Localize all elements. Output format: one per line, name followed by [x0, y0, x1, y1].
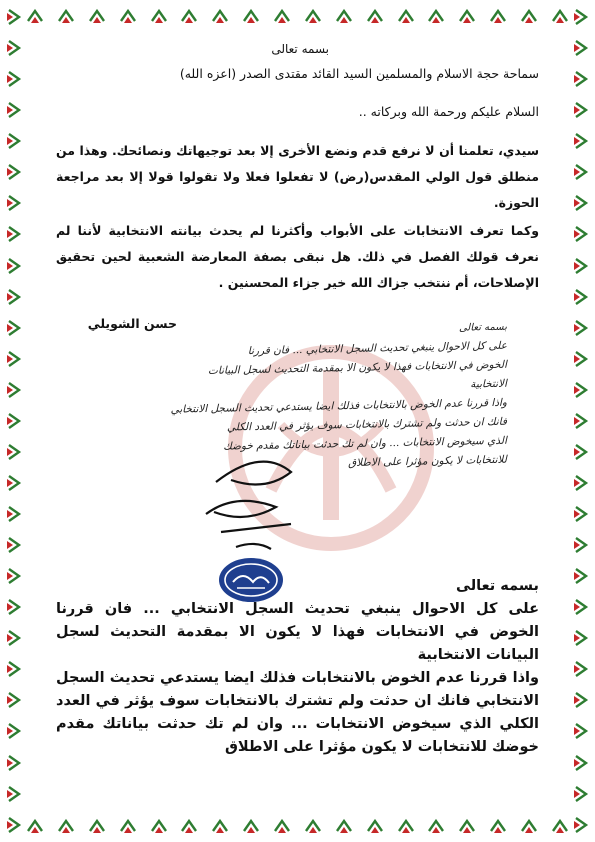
top-border-ornament	[26, 6, 569, 26]
left-border-ornament	[3, 8, 25, 834]
handwritten-line: الذي سيخوض الانتخابات ... وان لم تك حدثت بياناتك مقدم خوضك	[223, 434, 508, 453]
transcription-block	[56, 575, 539, 759]
handwritten-line: واذا قررنا عدم الخوض بالانتخابات فذلك ايضا يستدعي تحديث السجل الانتخابي	[170, 396, 508, 416]
transcription-heading: بسمه تعالى	[456, 578, 539, 594]
right-border-ornament	[570, 8, 592, 834]
handwritten-line: الخوض في الانتخابات فهذا لا يكون الا بمقدمة التحديث لسجل البيانات	[207, 358, 508, 377]
handwritten-line: بسمه تعالى	[458, 321, 508, 334]
letter-page	[36, 30, 559, 812]
handwritten-line: على كل الاحوال ينبغي تحديث السجل الانتخابي ... فان قررنا	[247, 339, 508, 358]
handwritten-line: الانتخابية	[470, 377, 508, 391]
transcription-body-2: واذا قررنا عدم الخوض بالانتخابات فذلك ايضا يستدعي تحديث السجل الانتخابي فانك ان حدثت ولم تشترك بالانتخابات سوف يؤثر في العدد الكلي الذي سيخوض الانتخابات ... وان لم تك حدثت بياناتك مقدم خوضك للانتخابات لا يكون مؤثرا على الاطلاق	[56, 670, 539, 755]
letter-paragraph-2: وكما تعرف الانتخابات على الأبواب وأكثرنا لم يحدث بيانته الانتخابية لأننا لم نعرف قولك الفصل في ذلك. هل نبقى بصفة المعارضة الشعبية لحين تحقيق الإصلاحات، أم ننتخب جزاك الله خير جزاء المحسنين .	[56, 223, 539, 290]
letter-sender: حسن الشويلي	[87, 316, 177, 331]
bottom-border-ornament	[26, 816, 569, 836]
letter-bismillah: بسمه تعالى	[271, 42, 329, 56]
letter-greeting: السلام عليكم ورحمة الله وبركاته ..	[358, 104, 539, 119]
handwritten-line: للانتخابات لا يكون مؤثرا على الاطلاق	[347, 453, 508, 470]
transcription-body: على كل الاحوال ينبغي تحديث السجل الانتخابي ... فان قررنا الخوض في الانتخابات فهذا لا يكون الا بمقدمة التحديث لسجل البيانات الانتخابية	[56, 601, 539, 663]
letter-addressee: سماحة حجة الاسلام والمسلمين السيد القائد مقتدى الصدر (اعزه الله)	[179, 66, 539, 81]
letter-paragraph-1: سيدي، تعلمنا أن لا نرفع قدم ونضع الأخرى إلا بعد توجيهاتك ونصائحك. وهذا من منطلق قول الولي المقدس(رض) لا تفعلوا فعلا ولا تقولوا قولا إلا بعد مراجعة الحوزة.	[56, 143, 539, 210]
handwritten-line: فانك ان حدثت ولم تشترك بالانتخابات سوف يؤثر في العدد الكلي	[226, 415, 508, 434]
signature-icon	[206, 462, 291, 549]
